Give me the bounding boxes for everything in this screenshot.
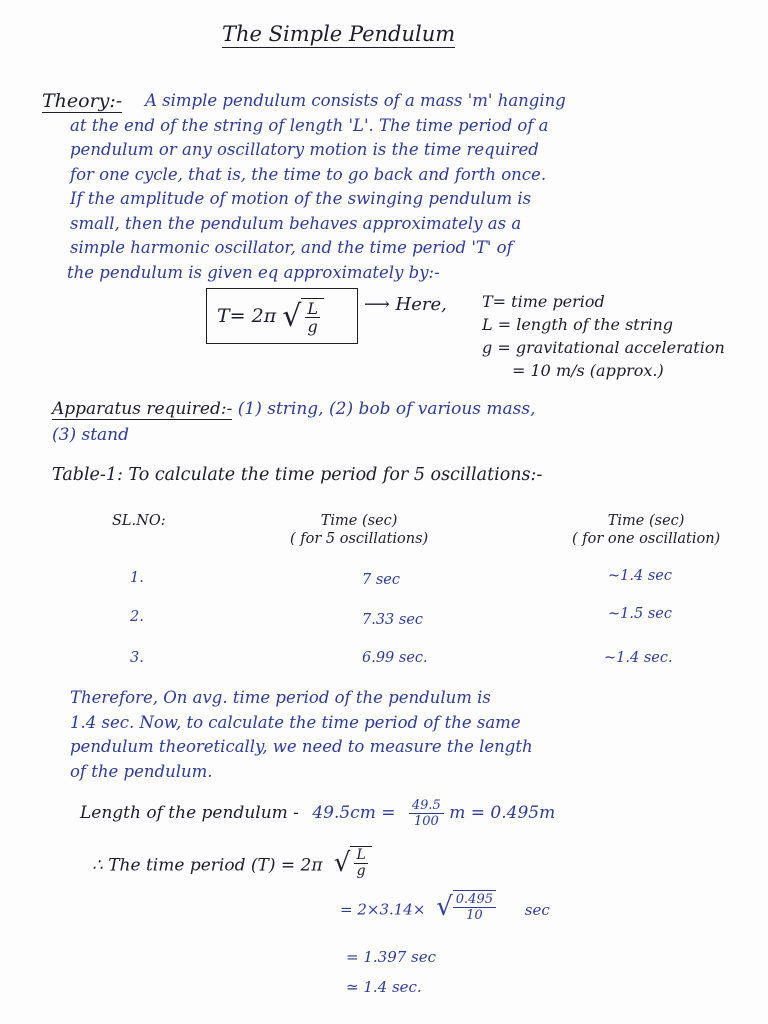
theory-paragraph: [67, 89, 566, 285]
length-measurement: [80, 798, 555, 829]
length-fraction: [409, 798, 444, 829]
calc-lhs: ∴ The time period (T) = 2π: [92, 855, 323, 876]
step1-numerator: 0.495: [453, 892, 496, 908]
conclusion-line: Therefore, On avg. time period of the pendulum is: [70, 688, 491, 707]
length-frac-denominator: 100: [413, 814, 439, 829]
calc-numerator: L: [356, 847, 366, 863]
definition-g-value: = 10 m/s (approx.): [512, 361, 664, 380]
apparatus-line-2: (3) stand: [52, 425, 130, 445]
apparatus-section: [52, 396, 536, 448]
length-value-m: m = 0.495m: [449, 803, 556, 823]
table-title: Table-1: To calculate the time period for 5 oscillations:-: [52, 465, 543, 485]
calc-step-3: ≃ 1.4 sec.: [346, 978, 422, 996]
column-header-sl: SL.NO:: [112, 513, 166, 529]
row-time-five: 7.33 sec: [362, 612, 424, 628]
definition-T: T= time period: [482, 292, 605, 311]
length-value-cm: 49.5cm =: [312, 803, 396, 823]
row-time-five: 7 sec: [362, 572, 400, 588]
step1-denominator: 10: [466, 908, 483, 923]
theory-line: If the amplitude of motion of the swinging pendulum is: [70, 189, 532, 208]
formula-fraction: [301, 298, 324, 335]
row-sl: 2.: [130, 609, 144, 625]
step1-unit: sec: [524, 900, 550, 919]
theory-line: small, then the pendulum behaves approximately as a: [70, 213, 522, 233]
definition-g: g = gravitational acceleration: [482, 338, 725, 357]
conclusion-line: of the pendulum.: [70, 761, 213, 781]
header-line: Time (sec): [607, 513, 685, 529]
length-label: Length of the pendulum -: [80, 803, 299, 823]
step1-prefix: = 2×3.14×: [340, 900, 426, 919]
calc-fraction: [350, 846, 371, 879]
conclusion-line: 1.4 sec. Now, to calculate the time period of the same: [70, 712, 521, 732]
theory-line: at the end of the string of length 'L'. The time period of a: [70, 115, 549, 135]
row-time-one: ~1.4 sec: [608, 568, 672, 584]
formula-numerator: L: [307, 298, 318, 318]
row-sl: 3.: [130, 650, 144, 666]
length-frac-numerator: 49.5: [409, 798, 444, 814]
step1-fraction: [453, 890, 496, 923]
formula-denominator: g: [307, 316, 318, 336]
calc-step-2: = 1.397 sec: [346, 948, 437, 966]
calc-square-root: [334, 846, 372, 879]
here-arrow: ⟶ Here,: [364, 294, 447, 315]
conclusion-paragraph: [70, 686, 533, 784]
header-line: Time (sec): [320, 513, 398, 529]
theory-line: the pendulum is given eq approximately by:-: [67, 262, 440, 282]
header-line: ( for one oscillation): [572, 531, 721, 547]
header-line: ( for 5 oscillations): [290, 531, 429, 547]
theory-line: pendulum or any oscillatory motion is the time required: [70, 140, 539, 159]
row-time-five: 6.99 sec.: [362, 650, 428, 666]
calc-formula-line: [92, 846, 372, 879]
theory-line: for one cycle, that is, the time to go back and forth once.: [70, 164, 547, 184]
apparatus-line-1: (1) string, (2) bob of various mass,: [237, 399, 536, 419]
formula-lhs: T= 2π: [217, 305, 277, 327]
page-title: The Simple Pendulum: [222, 22, 456, 46]
row-time-one: ~1.4 sec.: [604, 650, 673, 666]
theory-line: A simple pendulum consists of a mass 'm' hanging: [145, 91, 566, 110]
calc-step-1: [340, 890, 550, 923]
period-formula-box: [206, 288, 358, 344]
conclusion-line: pendulum theoretically, we need to measure the length: [70, 737, 533, 756]
theory-label: Theory:-: [42, 90, 123, 112]
square-root: [282, 298, 324, 335]
step1-square-root: [436, 890, 496, 923]
variable-definitions: [482, 290, 725, 382]
calc-denominator: g: [356, 863, 366, 879]
column-header-five-oscillations: [290, 512, 428, 548]
column-header-one-oscillation: [572, 512, 720, 548]
row-time-one: ~1.5 sec: [608, 606, 672, 622]
sqrt-sign-icon: √: [282, 298, 302, 334]
sqrt-sign-icon: √: [333, 847, 351, 878]
theory-line: simple harmonic oscillator, and the time period 'T' of: [70, 238, 513, 257]
row-sl: 1.: [130, 570, 144, 586]
apparatus-label: Apparatus required:-: [52, 399, 233, 419]
sqrt-sign-icon: √: [436, 891, 453, 922]
definition-L: L = length of the string: [482, 315, 674, 334]
